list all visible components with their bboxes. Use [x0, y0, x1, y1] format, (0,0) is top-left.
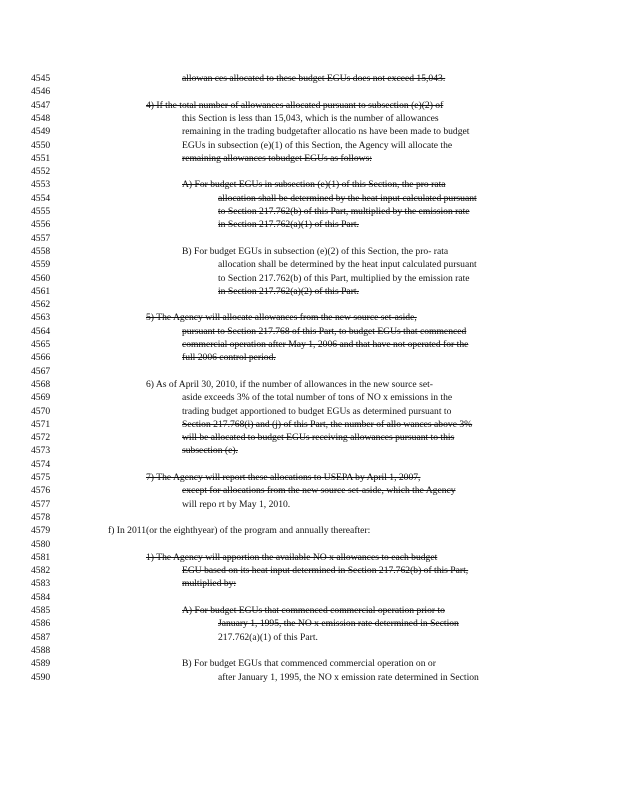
- line-4586: [0, 618, 618, 630]
- struck-text: Section 217.768(i) and (j) of this Part, the number of allo wances above 3%: [182, 418, 473, 430]
- line-number: 4584: [31, 591, 51, 603]
- line-4584: [0, 592, 618, 604]
- line-number: 4562: [31, 299, 51, 311]
- line-4588: [0, 645, 618, 657]
- line-number: 4577: [31, 498, 51, 510]
- struck-text: EGU based on its heat input determined in Section 217.762(b) of this Part,: [182, 565, 469, 577]
- line-number: 4548: [31, 112, 51, 124]
- struck-text: multiplied by:: [182, 578, 237, 590]
- line-4575: [0, 472, 618, 484]
- line-number: 4549: [31, 126, 51, 138]
- line-number: 4570: [31, 405, 51, 417]
- line-4550: [0, 140, 618, 152]
- line-number: 4588: [31, 644, 51, 656]
- line-number: 4558: [31, 245, 51, 257]
- line-text: B) For budget EGUs that commenced commercial operation on or: [182, 658, 436, 670]
- line-number: 4580: [31, 538, 51, 550]
- line-number: 4586: [31, 618, 51, 630]
- line-4579: [0, 525, 618, 537]
- struck-text: remaining allowances tobudget EGUs as follows:: [182, 152, 372, 164]
- line-number: 4551: [31, 152, 51, 164]
- line-4590: [0, 672, 618, 684]
- line-number: 4569: [31, 392, 51, 404]
- line-number: 4579: [31, 525, 51, 537]
- line-text: will repo rt by May 1, 2010.: [182, 498, 291, 510]
- line-number: 4571: [31, 418, 51, 430]
- line-number: 4578: [31, 511, 51, 523]
- struck-text: allocation shall be determined by the heat input calculated pursuant: [218, 192, 477, 204]
- struck-text: A) For budget EGUs in subsection (e)(1) of this Section, the pro rata: [182, 179, 446, 191]
- line-4585: [0, 605, 618, 617]
- struck-text: 1) The Agency will apportion the available NO x allowances to each budget: [146, 551, 438, 563]
- line-4582: [0, 565, 618, 577]
- line-number: 4574: [31, 458, 51, 470]
- line-text: EGUs in subsection (e)(1) of this Section, the Agency will allocate the: [182, 139, 453, 151]
- struck-text: will be allocated to budget EGUs receiving allowances pursuant to this: [182, 432, 455, 444]
- line-text: 217.762(a)(1) of this Part.: [218, 631, 318, 643]
- line-4587: [0, 632, 618, 644]
- line-number: 4560: [31, 272, 51, 284]
- line-4576: [0, 485, 618, 497]
- line-4552: [0, 166, 618, 178]
- line-4562: [0, 299, 618, 311]
- line-number: 4576: [31, 485, 51, 497]
- struck-text: 7) The Agency will report these allocations to USEPA by April 1, 2007,: [146, 472, 421, 483]
- line-4559: [0, 259, 618, 271]
- line-text: after January 1, 1995, the NO x emission rate determined in Section: [218, 671, 479, 683]
- line-4556: [0, 219, 618, 231]
- struck-text: 4) If the total number of allowances allocated pursuant to subsection (e)(2) of: [146, 99, 444, 111]
- line-number: 4581: [31, 551, 51, 563]
- line-number: 4566: [31, 352, 51, 364]
- line-4560: [0, 273, 618, 285]
- struck-text: in Section 217.762(a)(1) of this Part.: [218, 219, 359, 231]
- line-4555: [0, 206, 618, 218]
- line-4564: [0, 326, 618, 338]
- line-4578: [0, 512, 618, 524]
- struck-text: 5) The Agency will allocate allowances from the new source set-aside,: [146, 312, 417, 324]
- line-4557: [0, 233, 618, 245]
- line-number: 4557: [31, 232, 51, 244]
- line-number: 4561: [31, 285, 51, 297]
- line-4571: [0, 419, 618, 431]
- line-4545: [0, 73, 618, 85]
- line-4558: [0, 246, 618, 258]
- line-4551: [0, 153, 618, 165]
- line-number: 4546: [31, 86, 51, 98]
- struck-text: January 1, 1995, the NO x emission rate determined in Section: [218, 618, 459, 630]
- line-number: 4545: [31, 73, 51, 84]
- line-number: 4554: [31, 192, 51, 204]
- line-text: to Section 217.762(b) of this Part, multiplied by the emission rate: [218, 272, 470, 284]
- struck-text: full 2006 control period.: [182, 352, 276, 364]
- line-number: 4553: [31, 179, 51, 191]
- struck-text: allowan ces allocated to these budget EGUs does not exceed 15,043.: [182, 73, 446, 84]
- line-4577: [0, 499, 618, 511]
- line-4566: [0, 352, 618, 364]
- line-number: 4590: [31, 671, 51, 683]
- line-4563: [0, 312, 618, 324]
- line-text: trading budget apportioned to budget EGUs as determined pursuant to: [182, 405, 452, 417]
- line-number: 4572: [31, 432, 51, 444]
- line-number: 4559: [31, 259, 51, 271]
- line-number: 4565: [31, 339, 51, 350]
- line-4553: [0, 179, 618, 191]
- line-number: 4563: [31, 312, 51, 324]
- line-4568: [0, 379, 618, 391]
- line-number: 4556: [31, 219, 51, 231]
- line-4569: [0, 392, 618, 404]
- line-number: 4564: [31, 325, 51, 337]
- line-4572: [0, 432, 618, 444]
- line-text: remaining in the trading budgetafter allocatio ns have been made to budget: [182, 126, 470, 138]
- struck-text: pursuant to Section 217.768 of this Part, to budget EGUs that commenced: [182, 325, 467, 337]
- line-number: 4547: [31, 99, 51, 111]
- line-number: 4555: [31, 206, 51, 217]
- line-number: 4589: [31, 658, 51, 670]
- line-4574: [0, 459, 618, 471]
- line-number: 4582: [31, 565, 51, 577]
- line-4583: [0, 578, 618, 590]
- line-4546: [0, 86, 618, 98]
- line-number: 4585: [31, 605, 51, 616]
- line-4580: [0, 539, 618, 551]
- line-text: B) For budget EGUs in subsection (e)(2) of this Section, the pro- rata: [182, 245, 449, 257]
- struck-text: subsection (e).: [182, 445, 238, 457]
- line-4581: [0, 552, 618, 564]
- struck-text: in Section 217.762(a)(2) of this Part.: [218, 285, 359, 297]
- line-4554: [0, 193, 618, 205]
- line-text: f) In 2011(or the eighthyear) of the program and annually thereafter:: [108, 525, 371, 537]
- line-4589: [0, 658, 618, 670]
- line-number: 4575: [31, 472, 51, 483]
- struck-text: except for allocations from the new source set-aside, which the Agency: [182, 485, 456, 497]
- line-number: 4550: [31, 139, 51, 151]
- line-4561: [0, 286, 618, 298]
- line-number: 4552: [31, 166, 51, 178]
- line-4547: [0, 100, 618, 112]
- struck-text: to Section 217.762(b) of this Part, multiplied by the emission rate: [218, 206, 470, 217]
- struck-text: commercial operation after May 1, 2006 and that have not operated for the: [182, 339, 469, 350]
- line-4565: [0, 339, 618, 351]
- line-text: this Section is less than 15,043, which is the number of allowances: [182, 112, 439, 124]
- line-number: 4583: [31, 578, 51, 590]
- struck-text: A) For budget EGUs that commenced commercial operation prior to: [182, 605, 445, 616]
- line-4567: [0, 366, 618, 378]
- line-text: aside exceeds 3% of the total number of tons of NO x emissions in the: [182, 392, 453, 404]
- line-4549: [0, 126, 618, 138]
- line-number: 4587: [31, 631, 51, 643]
- line-number: 4568: [31, 378, 51, 390]
- line-4570: [0, 406, 618, 418]
- line-number: 4573: [31, 445, 51, 457]
- line-4573: [0, 445, 618, 457]
- line-4548: [0, 113, 618, 125]
- line-text: 6) As of April 30, 2010, if the number of allowances in the new source set-: [146, 378, 433, 390]
- line-number: 4567: [31, 365, 51, 377]
- line-text: allocation shall be determined by the heat input calculated pursuant: [218, 259, 477, 271]
